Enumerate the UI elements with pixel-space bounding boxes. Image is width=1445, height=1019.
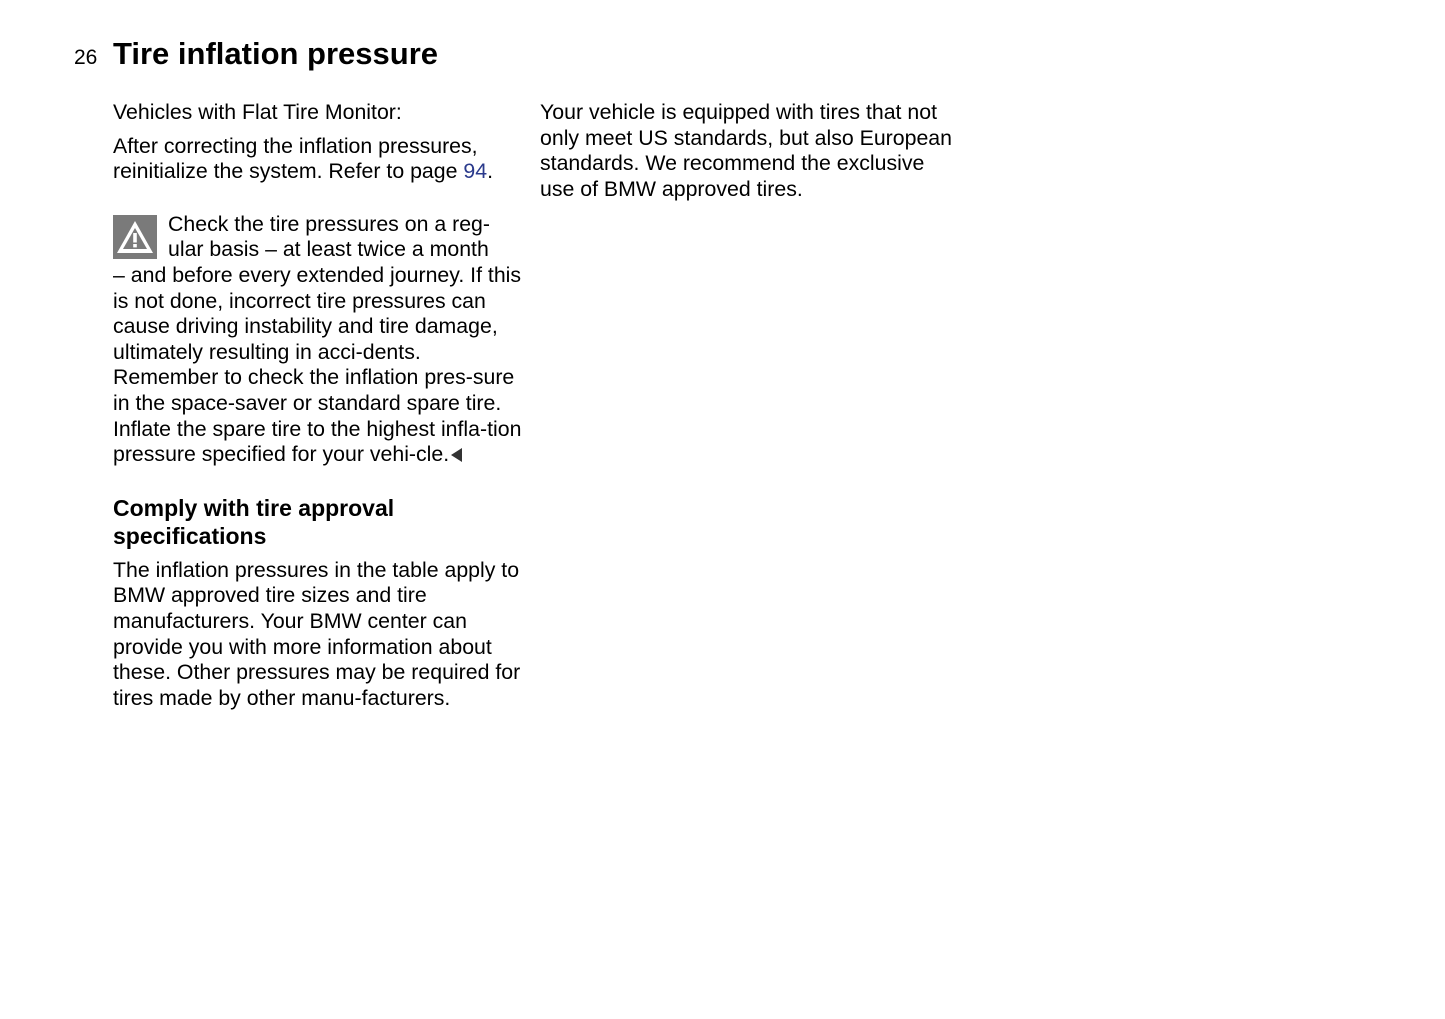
warning-triangle-icon (113, 215, 157, 259)
section-heading (113, 494, 533, 550)
section-heading-line-2: specifications (113, 522, 267, 549)
warning-line-1: Check the tire pressures on a reg- (168, 211, 490, 236)
section-body: The inflation pressures in the table apply to BMW approved tire sizes and tire manufacturers. Your BMW center can provide you with more information about these. Other pressures may be required for tires made by other manu-facturers. (113, 557, 521, 710)
reinitialize-paragraph (113, 134, 533, 185)
left-column (113, 100, 533, 711)
spare-check-text: Remember to check the inflation pres-sure in the space-saver or standard spare tire. (113, 365, 515, 415)
page-title: Tire inflation pressure (113, 36, 439, 71)
reinitialize-period: . (487, 159, 494, 184)
warning-block (113, 212, 533, 468)
page-reference-link[interactable]: 94 (463, 159, 488, 184)
spare-inflate-text: Inflate the spare tire to the highest infla-tion pressure specified for your vehi-cle. (113, 416, 522, 467)
section-heading-line-1: Comply with tire approval (113, 494, 395, 521)
reinitialize-text: After correcting the inflation pressures, reinitialize the system. Refer to page (113, 133, 478, 184)
end-of-warning-icon (451, 448, 462, 462)
spare-inflate-paragraph (113, 417, 533, 468)
warning-body: – and before every extended journey. If this is not done, incorrect tire pressures can cause driving instability and tire damage, ultimately resulting in acci-dents. (113, 262, 522, 364)
warning-line-2: ular basis – at least twice a month (168, 237, 489, 262)
page-number: 26 (74, 46, 98, 69)
tire-standards-text: Your vehicle is equipped with tires that not only meet US standards, but also European standards. We recommend the exclusive use of BMW approved tires. (540, 100, 952, 201)
flat-tire-monitor-label: Vehicles with Flat Tire Monitor: (113, 100, 402, 124)
right-column (540, 100, 960, 202)
